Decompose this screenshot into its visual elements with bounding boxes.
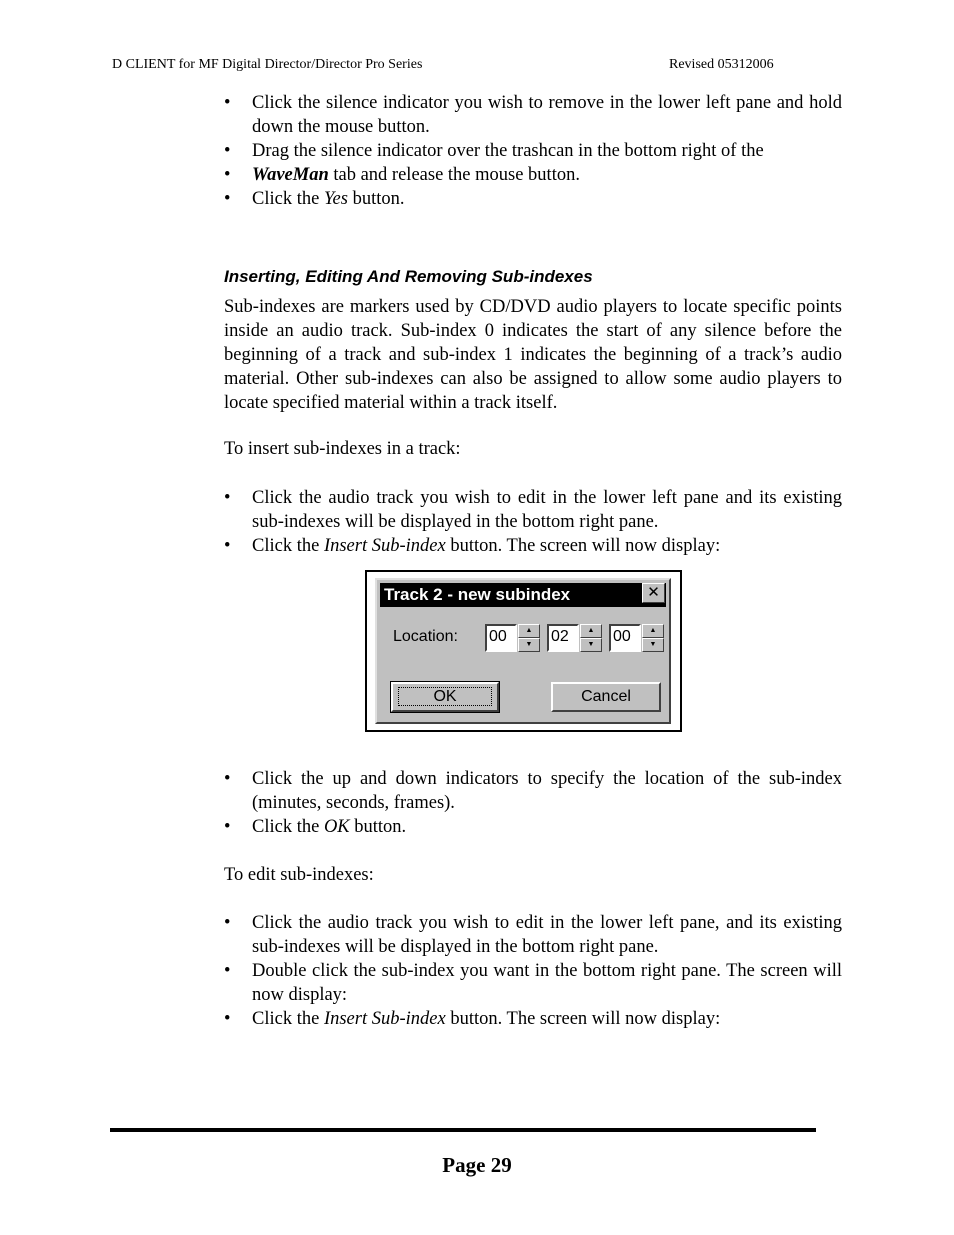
list-item: • Drag the silence indicator over the trashcan in the bottom right of the [224,139,842,163]
header-title: D CLIENT for MF Digital Director/Director Pro Series [112,57,423,72]
spin-up-icon[interactable]: ▲ [518,624,540,638]
page-number: Page 29 [442,1153,512,1177]
edit-bullet-list [224,911,842,1031]
edit-intro: To edit sub-indexes: [224,865,374,885]
insert-intro-block [224,437,842,461]
list-item: • Click the Insert Sub-index button. The screen will now display: [224,1007,842,1031]
emphasis-text: Insert Sub-index [323,1009,446,1029]
list-item: • Click the audio track you wish to edit in the lower left pane, and its existing sub-indexes will be displayed in the bottom right pane. [224,911,842,959]
ok-button[interactable] [391,682,499,712]
spin-up-icon[interactable]: ▲ [580,624,602,638]
new-subindex-dialog [375,578,671,724]
list-item: • Double click the sub-index you want in the bottom right pane. The screen will now display: [224,959,842,1007]
dialog-screenshot [365,570,682,732]
after-dialog-bullet-list [224,767,842,839]
seconds-field[interactable]: 02 [547,624,579,652]
top-bullet-list [224,91,842,211]
emphasis-text: Yes [323,189,348,209]
edit-intro-block [224,863,842,887]
insert-bullet-list [224,486,842,558]
spin-down-icon[interactable]: ▼ [580,638,602,652]
ok-button-label: OK [398,687,491,706]
insert-intro: To insert sub-indexes in a track: [224,439,461,459]
intro-paragraph: Sub-indexes are markers used by CD/DVD audio players to locate specific points inside an audio track. Sub-index 0 indicates the start of any silence before the beginning of a track and sub-index 1 indicates the beginning of a track’s audio material. Other sub-indexes can also be assigned to allow some audio players to locate specified material within a track itself. [224,297,842,413]
cancel-button[interactable]: Cancel [551,682,661,712]
emphasis-text: WaveMan [252,165,329,185]
list-item: • Click the up and down indicators to specify the location of the sub-index (minutes, seconds, frames). [224,767,842,815]
spin-up-icon[interactable]: ▲ [642,624,664,638]
close-icon[interactable]: ✕ [642,583,665,603]
emphasis-text: Insert Sub-index [323,536,446,556]
list-item: • Click the audio track you wish to edit in the lower left pane and its existing sub-indexes will be displayed in the bottom right pane. [224,486,842,534]
frames-field[interactable]: 00 [609,624,641,652]
emphasis-text: OK [323,817,350,837]
footer-divider [110,1128,816,1132]
header-revision: Revised 05312006 [669,57,774,72]
spin-down-icon[interactable]: ▼ [642,638,664,652]
intro-paragraph-block [224,295,842,415]
section-heading: Inserting, Editing And Removing Sub-indexes [224,267,593,286]
location-label: Location: [393,628,458,645]
list-item: • Click the OK button. [224,815,842,839]
list-item: • Click the silence indicator you wish to remove in the lower left pane and hold down the mouse button. [224,91,842,139]
list-item: • Click the Insert Sub-index button. The screen will now display: [224,534,842,558]
spin-down-icon[interactable]: ▼ [518,638,540,652]
list-item: • WaveMan tab and release the mouse button. [224,163,842,187]
dialog-title: Track 2 - new subindex [380,583,666,607]
minutes-field[interactable]: 00 [485,624,517,652]
list-item: • Click the Yes button. [224,187,842,211]
